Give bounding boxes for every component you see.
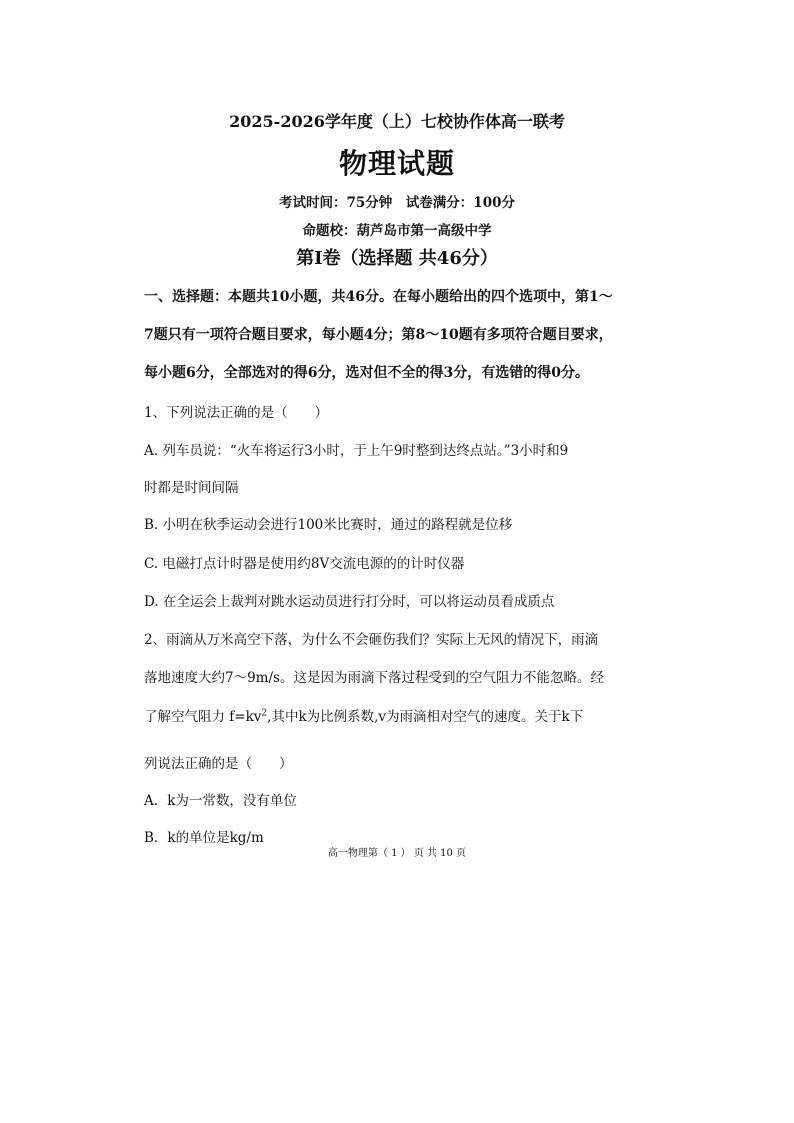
question-2-formula-line: [144, 705, 583, 725]
exam-title: 2025-2026学年度（上）七校协作体高一联考: [229, 112, 565, 131]
section-intro-line: 一、选择题：本题共10小题，共46分。在每小题给出的四个选项中，第1～: [144, 289, 613, 305]
question-2-option-b: B．k的单位是kg/m: [144, 830, 264, 846]
exam-time-info: 考试时间：75分钟 试卷满分：100分: [279, 195, 515, 211]
page-footer: 高一物理第（ 1 ） 页 共 10 页: [327, 848, 467, 859]
subject-title: 物理试题: [338, 147, 455, 180]
formula-exponent: 2: [261, 708, 268, 719]
section-intro-line: 7题只有一项符合题目要求，每小题4分；第8～10题有多项符合题目要求，: [144, 327, 613, 343]
formula-text: 了解空气阻力 f=kv: [144, 709, 262, 725]
question-1-option-d: D. 在全运会上裁判对跳水运动员进行打分时，可以将运动员看成质点: [144, 594, 555, 610]
question-1-option-a: A. 列车员说：“火车将运行3小时，于上午9时整到达终点站。”3小时和9: [144, 443, 569, 459]
question-1-stem: 1、下列说法正确的是（ ）: [144, 405, 329, 421]
section-title: 第Ⅰ卷（选择题 共46分）: [296, 248, 498, 269]
question-1-option-a-continued: 时都是时间间隔: [144, 480, 239, 496]
section-intro-line: 每小题6分，全部选对的得6分，选对但不全的得3分，有选错的得0分。: [144, 365, 589, 381]
question-2-stem: 2、雨滴从万米高空下落，为什么不会砸伤我们？实际上无风的情况下，雨滴: [144, 632, 599, 648]
proposing-school: 命题校：葫芦岛市第一高级中学: [302, 223, 492, 239]
question-2-option-a: A．k为一常数，没有单位: [144, 793, 297, 809]
question-2-stem: 落地速度大约7～9m/s。这是因为雨滴下落过程受到的空气阻力不能忽略。经: [144, 670, 604, 686]
formula-text: ,其中k为比例系数,v为雨滴相对空气的速度。关于k下: [267, 709, 584, 725]
question-2-stem: 列说法正确的是（ ）: [144, 756, 293, 772]
question-1-option-b: B. 小明在秋季运动会进行100米比赛时，通过的路程就是位移: [144, 517, 513, 533]
question-1-option-c: C. 电磁打点计时器是使用约8V交流电源的的计时仪器: [144, 556, 465, 572]
